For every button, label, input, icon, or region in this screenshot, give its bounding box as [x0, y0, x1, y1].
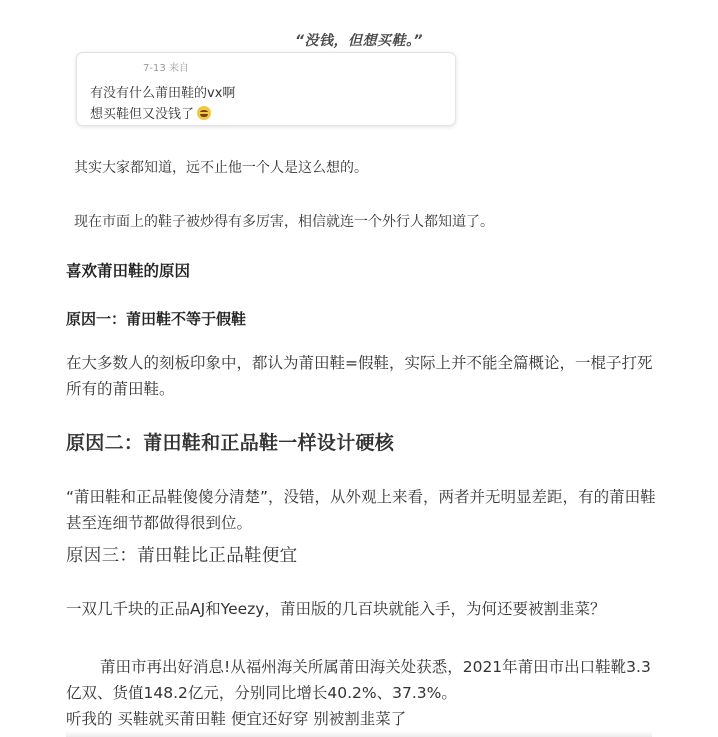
reason-1-body: 在大多数人的刻板印象中，都认为莆田鞋=假鞋，实际上并不能全篇概论，一棍子打死所有的莆田鞋。 — [66, 354, 653, 398]
reason-2-heading: 原因二：莆田鞋和正品鞋一样设计硬核 — [66, 432, 395, 454]
closing-line: 听我的 买鞋就买莆田鞋 便宜还好穿 别被割韭菜了 — [66, 710, 407, 728]
quote-title: “没钱，但想买鞋。” — [294, 33, 424, 49]
chat-screenshot-card — [76, 52, 456, 126]
chat-message-line-2 — [90, 103, 211, 122]
reason-1-heading: 原因一：莆田鞋不等于假鞋 — [66, 310, 247, 328]
reason-2-body: “莆田鞋和正品鞋傻傻分清楚”，没错，从外观上来看，两者并无明显差距，有的莆田鞋甚至连细节都做得很到位。 — [66, 488, 656, 532]
reason-3-heading: 原因三：莆田鞋比正品鞋便宜 — [66, 546, 298, 566]
reason-3-body: 一双几千块的正品AJ和Yeezy，莆田版的几百块就能入手，为何还要被割韭菜？ — [66, 600, 606, 618]
chat-meta: 7-13 来自 — [143, 63, 189, 74]
section-heading: 喜欢莆田鞋的原因 — [66, 262, 191, 280]
paragraph-intro-1: 其实大家都知道，远不止他一个人是这么想的。 — [74, 160, 368, 176]
chat-message-line-2-text: 想买鞋但又没钱了 — [90, 107, 195, 122]
image-edge-fade — [66, 731, 652, 737]
reason-3-news: 莆田市再出好消息!从福州海关所属莆田海关处获悉，2021年莆田市出口鞋靴3.3亿双、货值148.2亿元，分别同比增长40.2%、37.3%。 — [66, 658, 651, 702]
chat-message-line-1: 有没有什么莆田鞋的vx啊 — [90, 86, 236, 101]
paragraph-intro-2: 现在市面上的鞋子被炒得有多厉害，相信就连一个外行人都知道了。 — [74, 214, 494, 230]
laughing-crying-emoji-icon — [197, 106, 211, 120]
